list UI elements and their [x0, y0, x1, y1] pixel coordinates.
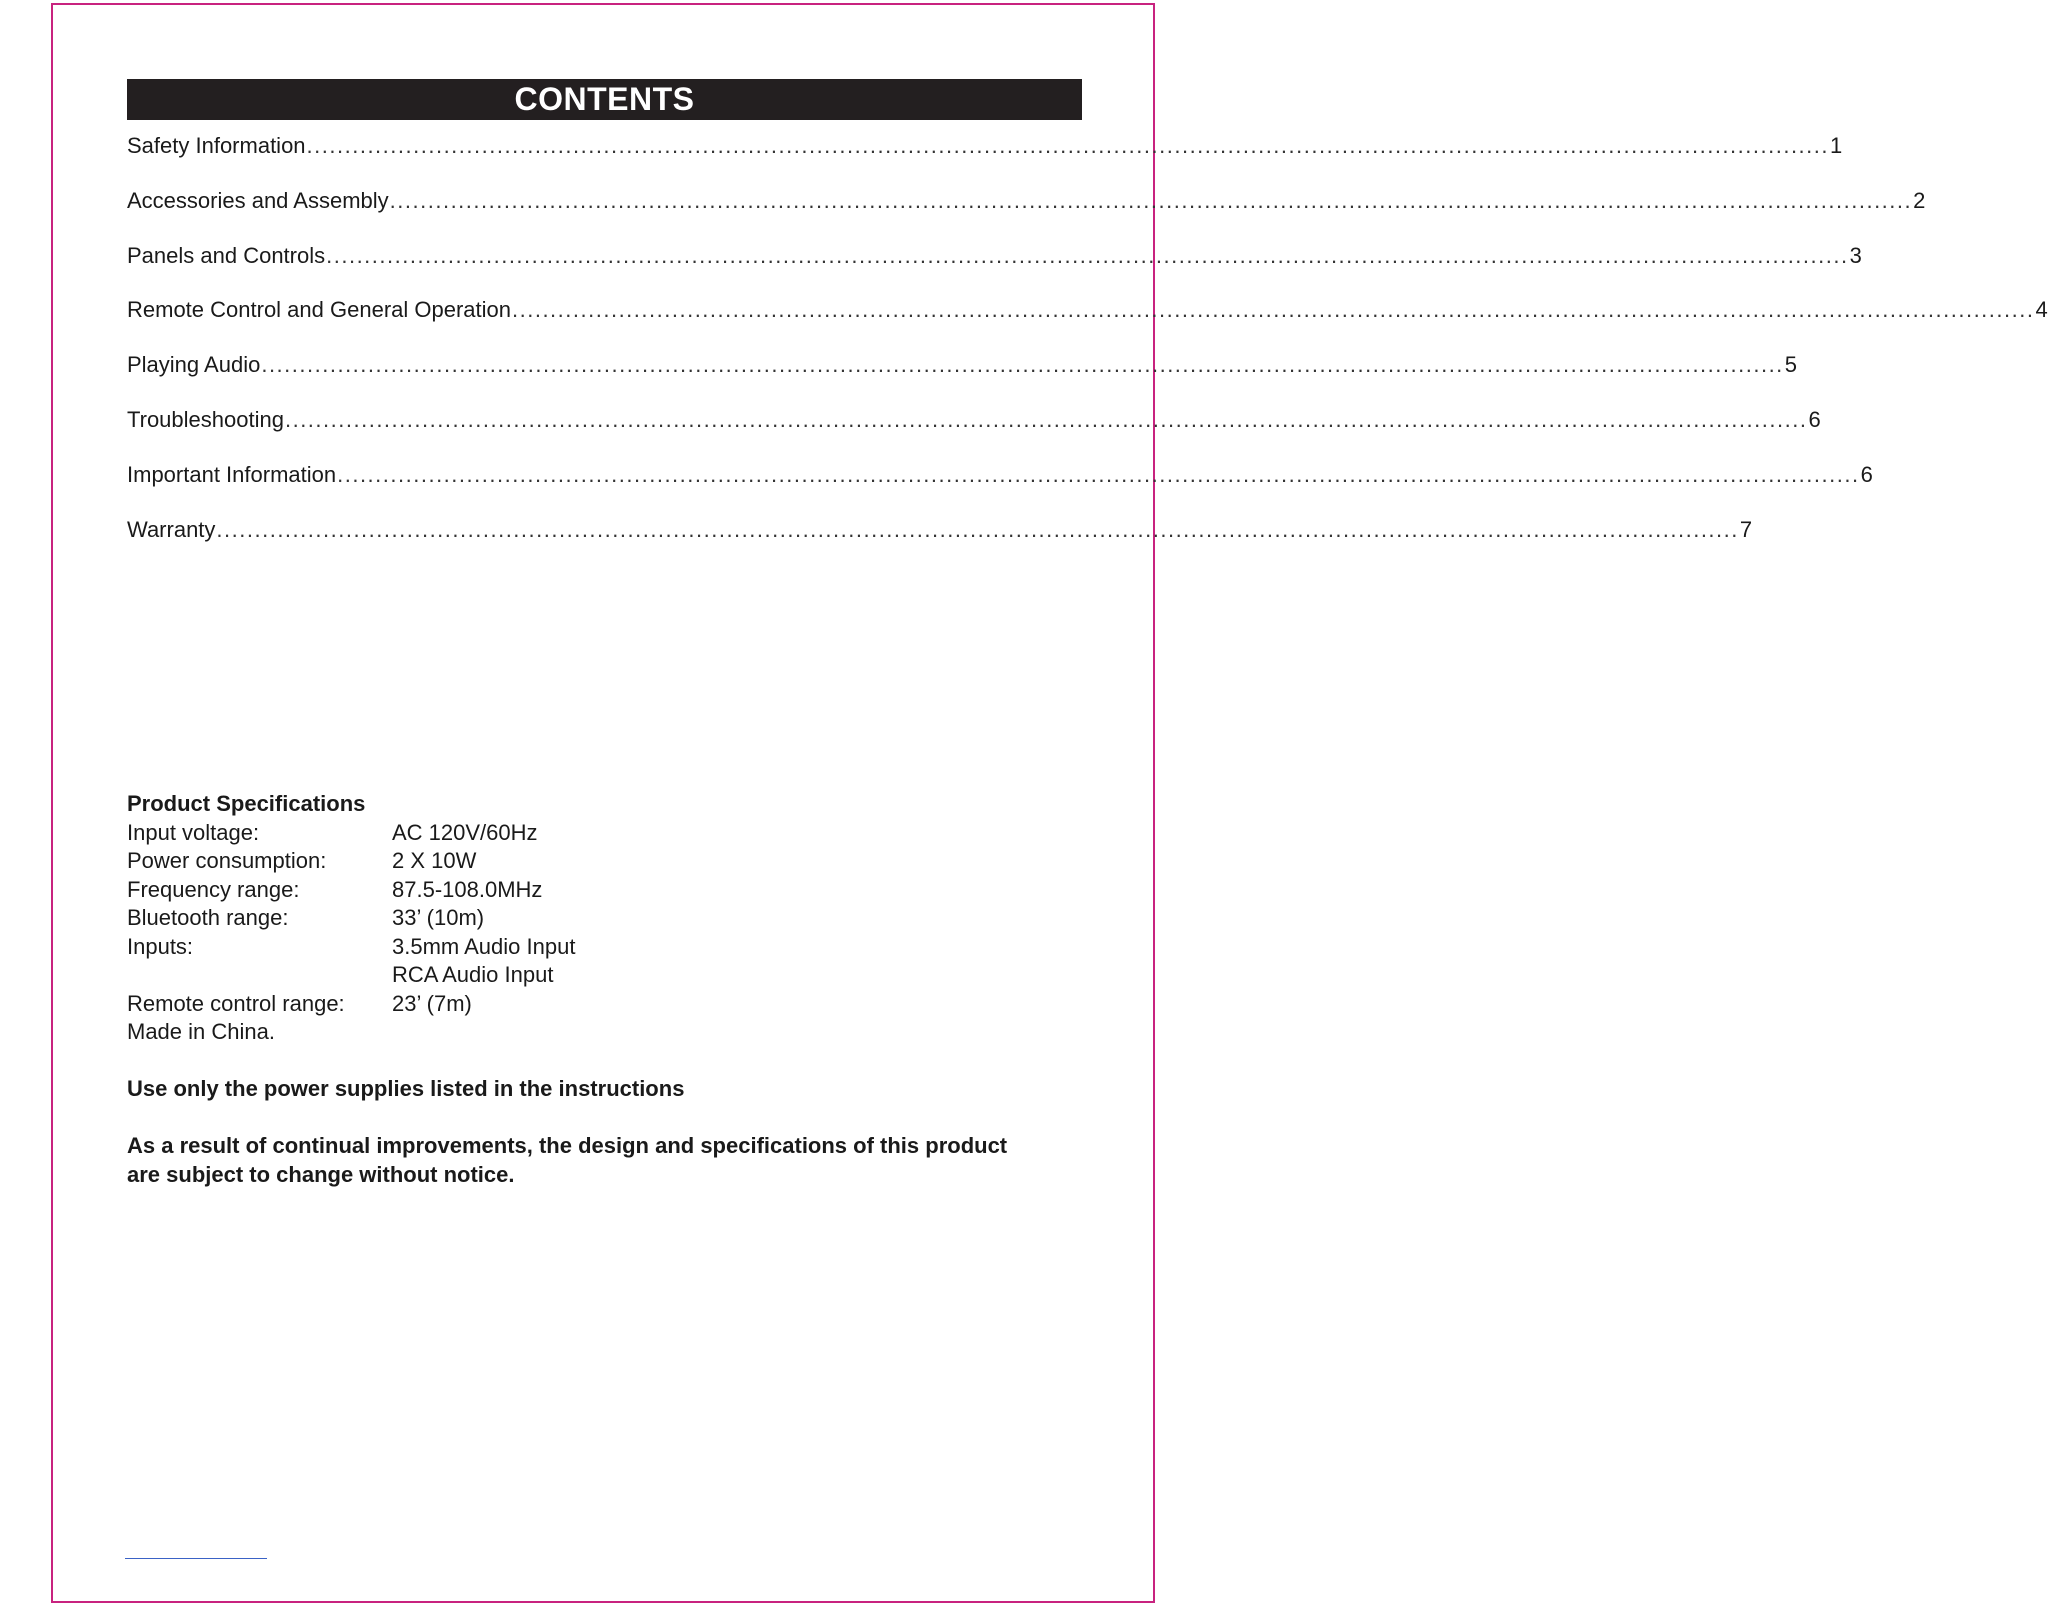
toc-entry-page: 7 [1739, 516, 1753, 542]
spec-value: 3.5mm Audio Input [392, 933, 576, 959]
toc-entry-important-information[interactable] [127, 456, 1873, 511]
toc-entry-page: 1 [1830, 133, 1843, 158]
toc-leader-dots: ........................................................................................................................................................................................................ [261, 352, 1784, 378]
toc-entry-label: Remote Control and General Operation [127, 297, 511, 323]
toc-entry-label: Accessories and Assembly [127, 187, 389, 213]
toc-leader-dots: ........................................................................................................................................................................................................ [306, 133, 1830, 158]
spec-value: 23’ (7m) [392, 990, 472, 1016]
toc-entry-label: Playing Audio [127, 352, 261, 378]
toc-entry-troubleshooting[interactable] [127, 401, 1821, 456]
spec-label [127, 961, 392, 990]
toc-entry-page: 2 [1913, 187, 1926, 213]
spec-value: 87.5-108.0MHz [392, 876, 543, 902]
toc-leader-dots: ........................................................................................................................................................................................................ [216, 516, 1739, 542]
made-in-text: Made in China. [127, 1019, 275, 1044]
contents-title: CONTENTS [127, 79, 1082, 120]
power-supply-notice: Use only the power supplies listed in the instructions [127, 1076, 685, 1101]
toc-entry-page: 6 [1808, 406, 1821, 432]
product-specifications [127, 790, 1082, 1047]
spec-row [127, 847, 1082, 876]
spec-label: Bluetooth range: [127, 905, 289, 930]
table-of-contents [127, 127, 2048, 565]
toc-entry-label: Safety Information [127, 133, 306, 158]
toc-entry-label: Troubleshooting [127, 406, 284, 432]
spec-row [127, 961, 1082, 990]
spec-row [127, 904, 1082, 933]
spec-row [127, 933, 1082, 962]
toc-entry-page: 6 [1860, 461, 1873, 487]
toc-entry-page: 5 [1784, 352, 1798, 378]
spec-row [127, 990, 1082, 1019]
spec-value: 2 X 10W [392, 848, 477, 873]
spec-row [127, 819, 1082, 848]
spec-value: 33’ (10m) [392, 905, 485, 930]
toc-entry-label: Warranty [127, 516, 216, 542]
toc-leader-dots: ........................................................................................................................................................................................................ [284, 406, 1808, 432]
spec-value: AC 120V/60Hz [392, 819, 538, 845]
spec-label: Power consumption: [127, 848, 327, 873]
toc-leader-dots: ........................................................................................................................................................................................................ [512, 297, 2035, 323]
toc-entry-warranty[interactable] [127, 511, 1753, 566]
spec-value: RCA Audio Input [392, 962, 554, 987]
spec-label: Input voltage: [127, 819, 260, 845]
toc-entry-playing-audio[interactable] [127, 346, 1798, 401]
specs-heading: Product Specifications [127, 791, 366, 816]
toc-entry-accessories-assembly[interactable] [127, 182, 1926, 237]
toc-entry-page: 4 [2035, 297, 2048, 323]
footer-rule [125, 1558, 267, 1559]
toc-entry-page: 3 [1849, 242, 1862, 268]
improvements-notice: As a result of continual improvements, the design and specifications of this product are subject to change without notice. [127, 1133, 1008, 1187]
toc-entry-panels-controls[interactable] [127, 237, 1862, 292]
spec-label: Remote control range: [127, 990, 345, 1016]
toc-entry-label: Important Information [127, 461, 337, 487]
toc-leader-dots: ........................................................................................................................................................................................................ [389, 187, 1913, 213]
spec-label: Frequency range: [127, 876, 300, 902]
toc-entry-remote-control[interactable] [127, 291, 2048, 346]
spec-label: Inputs: [127, 933, 194, 959]
toc-leader-dots: ........................................................................................................................................................................................................ [326, 242, 1849, 268]
spec-row [127, 876, 1082, 905]
toc-entry-safety-information[interactable] [127, 127, 1843, 182]
toc-leader-dots: ........................................................................................................................................................................................................ [337, 461, 1860, 487]
toc-entry-label: Panels and Controls [127, 242, 326, 268]
